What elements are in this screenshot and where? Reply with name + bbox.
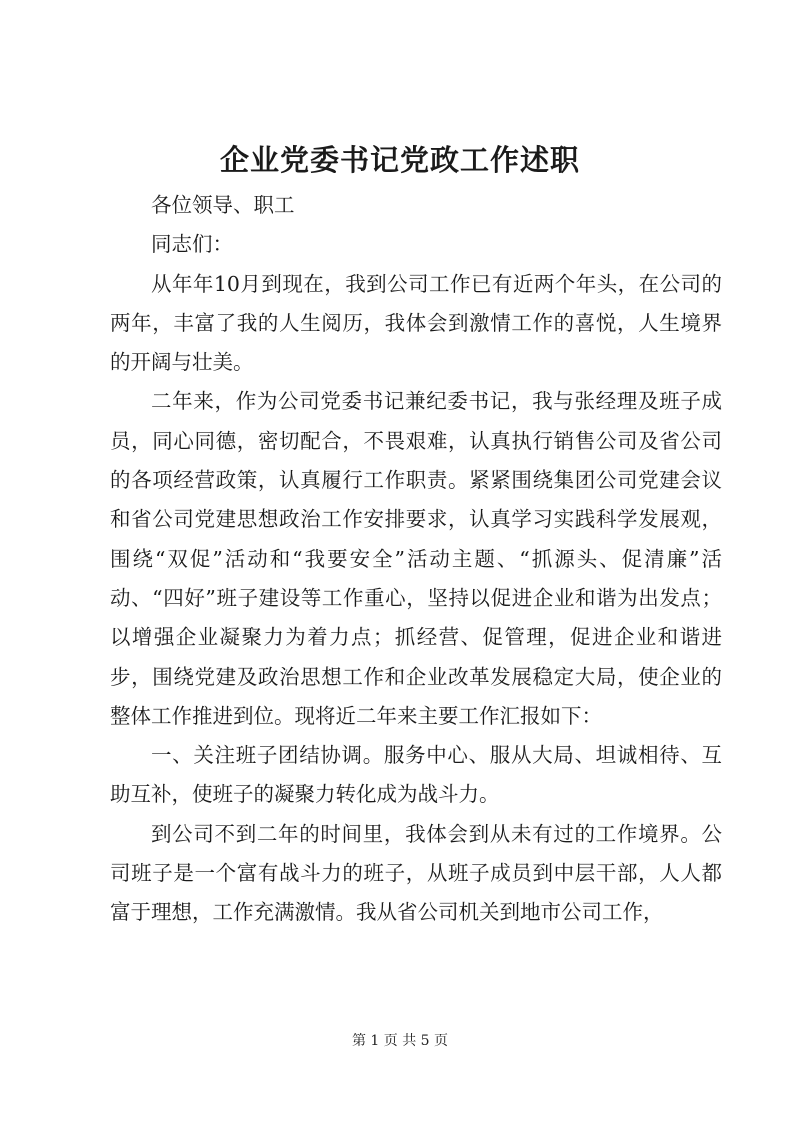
salutation-line-1: 各位领导、职工 [151,193,295,217]
body-paragraph-overview: 二年来，作为公司党委书记兼纪委书记，我与张经理及班子成员，同心同德，密切配合，不畏艰难，认真执行销售公司及省公司的各项经营政策，认真履行工作职责。紧紧围绕集团公司党建会议和省公司党建思想政治工作安排要求，认真学习实践科学发展观，围绕“双促”活动和“我要安全”活动主题、“抓源头、促清廉”活动、“四好”班子建设等工作重心，坚持以促进企业和谐为出发点；以增强企业凝聚力为着力点；抓经营、促管理，促进企业和谐进步，围绕党建及政治思想工作和企业改革发展稳定大局，使企业的整体工作推进到位。现将近二年来主要工作汇报如下： [110,389,722,728]
body-paragraph-intro: 从年年10月到现在，我到公司工作已有近两个年头，在公司的两年，丰富了我的人生阅历，我体会到激情工作的喜悦，人生境界的开阔与壮美。 [110,271,722,375]
salutation-line-2: 同志们： [151,232,233,257]
body-paragraph-section-one: 一、关注班子团结协调。服务中心、服从大局、坦诚相待、互助互补，使班子的凝聚力转化成为战斗力。 [110,743,722,807]
document-title: 企业党委书记党政工作述职 [219,143,580,177]
document-body [110,186,722,933]
page-footer: 第 1 页 共 5 页 [351,1033,449,1049]
body-paragraph-experience: 到公司不到二年的时间里，我体会到从未有过的工作境界。公司班子是一个富有战斗力的班子，从班子成员到中层干部，人人都富于理想，工作充满激情。我从省公司机关到地市公司工作， [110,821,722,925]
